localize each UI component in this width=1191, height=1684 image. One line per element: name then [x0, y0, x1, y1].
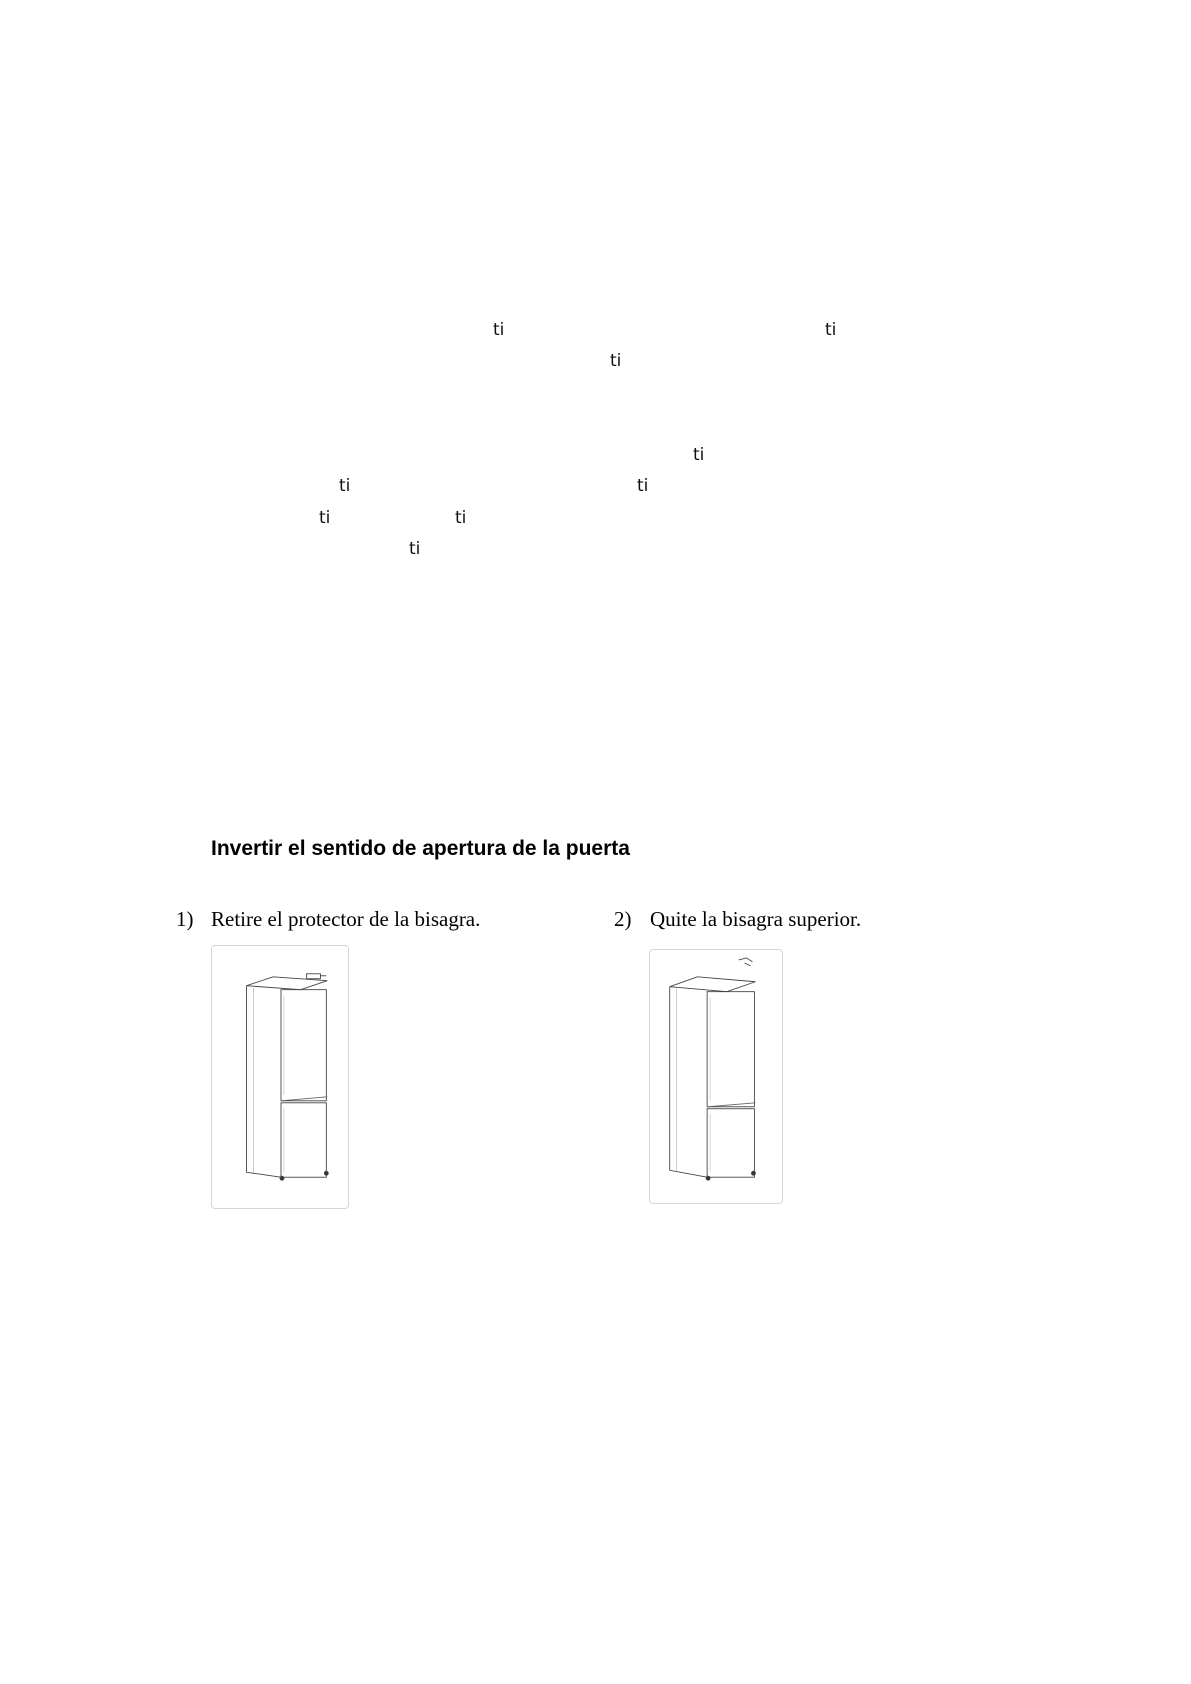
text-fragment: ti	[409, 539, 421, 559]
fridge-top-hinge-illustration	[649, 949, 783, 1204]
text-fragment: ti	[693, 445, 705, 465]
text-fragment: ti	[339, 476, 351, 496]
fridge-hinge-cover-illustration	[211, 945, 349, 1209]
text-fragment: ti	[319, 508, 331, 528]
section-heading: Invertir el sentido de apertura de la puerta	[211, 837, 630, 860]
fridge-icon	[212, 946, 348, 1208]
step-text: Retire el protector de la bisagra.	[211, 907, 481, 931]
step-number: 1)	[176, 907, 194, 931]
step-number: 2)	[614, 907, 632, 931]
text-fragment: ti	[825, 320, 837, 340]
text-fragment: ti	[637, 476, 649, 496]
text-fragment: ti	[610, 351, 622, 371]
step-text: Quite la bisagra superior.	[650, 907, 862, 931]
fridge-icon	[650, 950, 782, 1203]
text-fragment: ti	[493, 320, 505, 340]
text-fragment: ti	[455, 508, 467, 528]
